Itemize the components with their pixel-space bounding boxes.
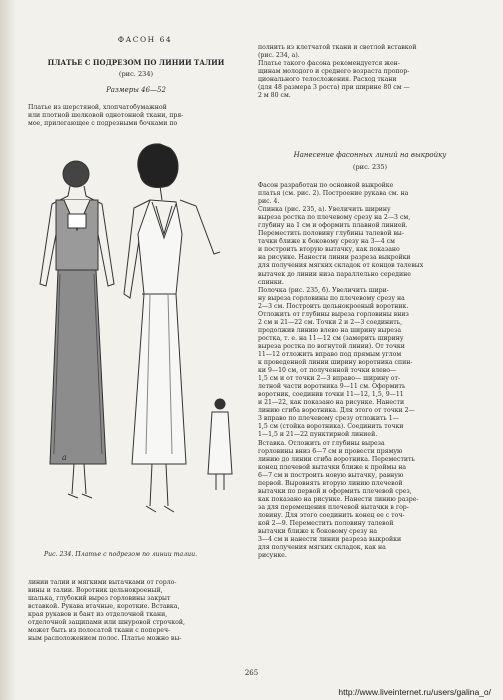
text-line: вины и талии. Воротник цельнокроеный, — [28, 587, 163, 595]
text-line: (рис. 234, а). — [258, 52, 300, 60]
text-line: для получения мягких складок, как на — [258, 544, 386, 552]
text-line: линию сгиба воротника. Для этого от точки 2— — [258, 407, 415, 415]
text-line: отделочной защипами или шнуровой строчкой, — [28, 619, 185, 627]
text-line: Платье из шерстяной, хлопчатобумажной — [28, 104, 167, 111]
sizes-line: Размеры 46—52 — [106, 86, 166, 94]
text-line: платья (см. рис. 2). Построение рукава см. на — [258, 190, 409, 198]
text-line: Фасон разработан по основной выкройке — [258, 182, 394, 189]
text-line: (для 48 размера 3 роста) при ширине 80 см — — [258, 84, 410, 92]
text-line: и 21—22, как показано на рисунке. Нанести — [258, 399, 405, 407]
text-line: ки 9—10 см, от полученной точки влево— — [258, 367, 397, 375]
text-line: 1,5 см и от точки 2—3 вправо— ширину от- — [258, 375, 401, 383]
left-bottom-text — [28, 579, 242, 643]
text-line: ростка, т. е. на 11—12 см (замерить ширину — [258, 334, 404, 342]
text-line: 3—4 см и нанести линии разреза выкройки — [258, 536, 402, 544]
text-line: и построить вторую вытачку, как показано — [258, 246, 400, 254]
text-line: выреза ростка по вогнутой линии). От точки — [258, 342, 405, 350]
text-line: кой 2—9. Переместить половину талевой — [258, 519, 394, 527]
text-line: первой. Выровнять вторую линию плечевой — [258, 479, 403, 487]
text-line: линию до линии сгиба воротника. Переместить — [258, 455, 415, 463]
text-line: как показано на рисунке. Нанести линию разре- — [258, 495, 419, 503]
text-line: для получения мягких складок от концов талевых — [258, 262, 424, 270]
fason-heading: ФАСОН 64 — [117, 35, 173, 44]
text-line: 1—1,5 и 21—22 пунктирной линией. — [258, 431, 378, 439]
text-line: Платье такого фасона рекомендуется жен- — [258, 60, 400, 68]
text-line: 1,5 см (стойка воротника). Соединить точки — [258, 423, 404, 431]
text-line: мое, прилегающее с подрезными бочками по — [28, 120, 178, 128]
text-line: Спинка (рис. 235, а). Увеличить ширину — [258, 206, 391, 214]
text-line: Вставка. Отложить от глубины выреза — [258, 439, 385, 447]
text-line: ционального телосложения. Расход ткани — [258, 76, 397, 84]
text-line: продолжив линию влево на ширину выреза — [258, 326, 402, 334]
text-line: Отложить от глубины выреза горловины вниз — [258, 310, 409, 318]
back-view-dress — [208, 399, 232, 490]
text-line: может быть из полосатой ткани с попереч- — [28, 627, 171, 635]
text-line: или плотной шелковой однотонной ткани, пря- — [28, 112, 184, 120]
text-line: выреза ростка по плечевому срезу на 2—3 см, — [258, 214, 411, 222]
figure-label-a: а — [62, 453, 67, 462]
right-top-text — [258, 44, 482, 100]
text-line: тачки ближе к боковому срезу на 3—4 см — [258, 238, 395, 246]
text-line: 6—7 см и построить новую вытачку, равную — [258, 471, 404, 479]
text-line: воротник, соединив точки 11—12, 1,5, 9—11 — [258, 391, 404, 399]
section-figure-reference: (рис. 235) — [352, 163, 388, 171]
text-line: рисунке. — [258, 552, 287, 560]
right-body-text — [258, 182, 482, 560]
figure-reference: (рис. 234) — [118, 70, 154, 78]
dress-title: ПЛАТЬЕ С ПОДРЕЗОМ ПО ЛИНИИ ТАЛИИ — [47, 58, 225, 67]
text-line: за для перемещения плечевой вытачки в гор- — [258, 503, 409, 511]
page-edge-shadow — [0, 0, 16, 700]
text-line: вытачки по первой и оформить плечевой срез, — [258, 487, 412, 495]
text-line: щинам молодого и среднего возраста пропор- — [258, 68, 410, 76]
figure-a-dress — [40, 161, 114, 498]
text-line: 11—12 отложить вправо под прямым углом — [258, 350, 402, 358]
text-line: летной части воротника 9—11 см. Оформить — [258, 383, 406, 391]
text-line: 2 м 80 см. — [258, 92, 291, 100]
page-number: 265 — [244, 669, 259, 677]
text-line: 2 см и 21—22 см. Точки 2 и 2—3 соединить, — [258, 318, 403, 326]
text-line: вытачки ближе к боковому срезу на — [258, 528, 378, 536]
section-heading: Нанесение фасонных линий на выкройку — [293, 151, 447, 159]
text-line: конец плечевой вытачки ближе к проймы на — [258, 463, 407, 471]
source-url[interactable]: http://www.liveinternet.ru/users/galina_o/ — [338, 687, 491, 697]
text-line: к проведенной линии ширину воротника спин- — [258, 359, 413, 367]
text-line: полнить из клетчатой ткани и светлой вставкой — [258, 44, 417, 51]
dress-illustration — [30, 134, 240, 554]
text-line: 2—3 см. Построить цельнокроеный воротник. — [258, 302, 409, 310]
left-intro-text — [28, 104, 242, 128]
text-line: спинки. — [258, 278, 284, 286]
text-line: ловину. Для этого соединить конец ее с точ- — [258, 511, 405, 519]
text-line: глубину на 1 см и оформить плавной линией. — [258, 222, 408, 230]
figure-main-dress — [124, 144, 220, 512]
text-line: горловины вниз 6—7 см и провести прямую — [258, 447, 403, 455]
text-line: края рукавов и бант из отделочной ткани, — [28, 611, 168, 619]
text-line: ным расположением полос. Платье можно вы- — [28, 635, 182, 643]
text-line: 3 вправо по плечевому срезу отложить 1— — [258, 415, 399, 423]
text-line: вставкой. Рукава втачные, короткие. Вставка, — [28, 603, 180, 611]
text-line: линии талии и мягкими вытачками от горло- — [28, 579, 177, 586]
text-line: Полочка (рис. 235, б). Увеличить шири- — [258, 286, 389, 294]
text-line: Переместить половину глубины талевой вы- — [258, 230, 404, 238]
text-line: рис. 4. — [258, 198, 280, 206]
text-line: вытачек до линии низа параллельно середине — [258, 270, 411, 278]
figure-caption: Рис. 234. Платье с подрезом по линии талии. — [44, 551, 198, 558]
text-line: ну выреза горловины по плечевому срезу на — [258, 294, 405, 302]
text-line: на рисунке. Нанести линии разреза выкройки — [258, 254, 411, 262]
text-line: шалька, глубокий вырез горловины закрыт — [28, 595, 171, 603]
